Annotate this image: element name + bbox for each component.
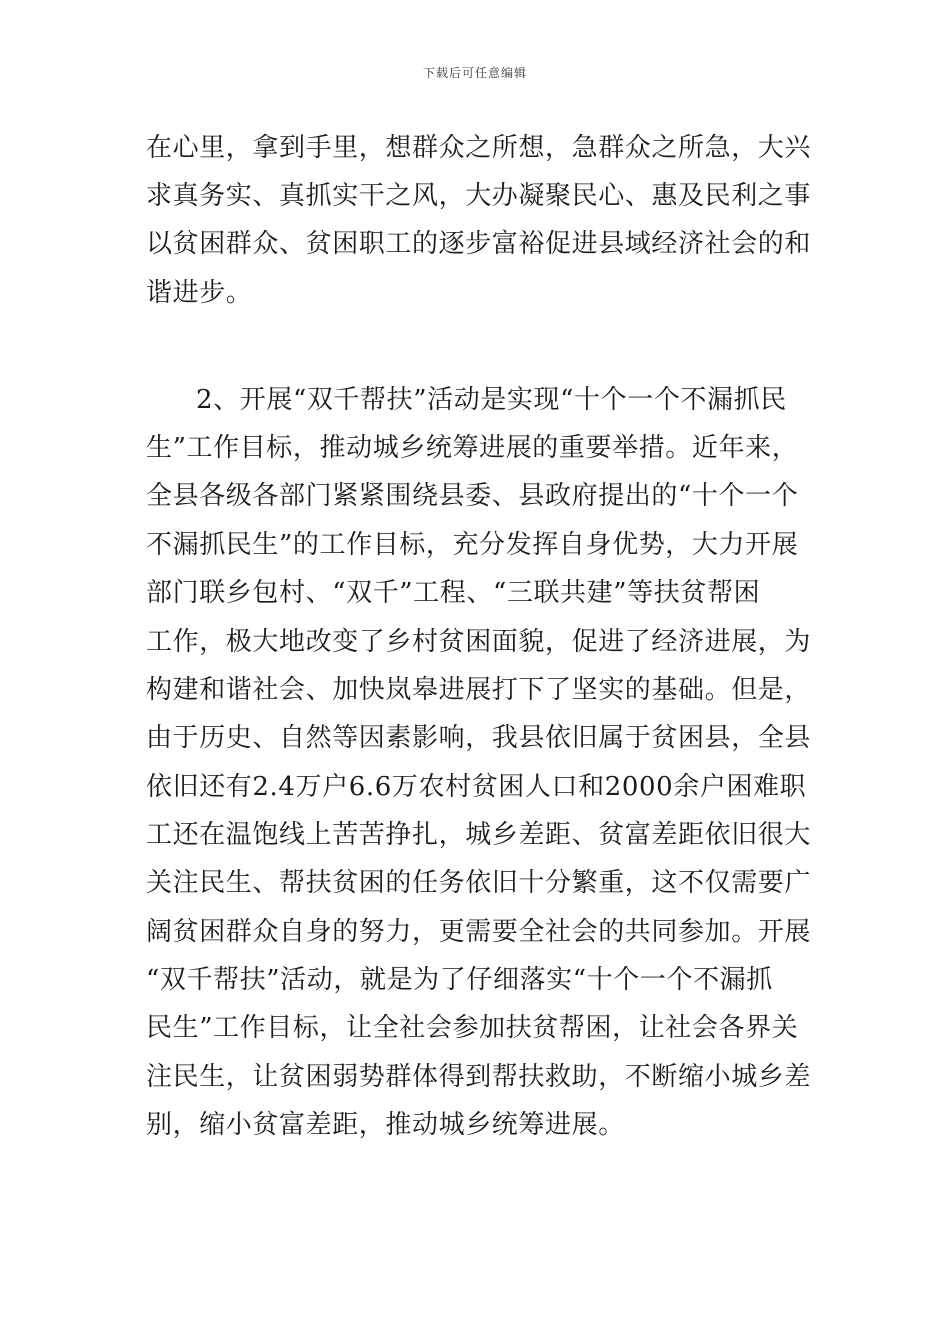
paragraph-line: 不漏抓民生”的工作目标，充分发挥自身优势，大力开展 [146, 530, 799, 560]
paragraph-line: 部门联乡包村、“双千”工程、“三联共建”等扶贫帮困 [146, 578, 761, 608]
paragraph-line: 以贫困群众、贫困职工的逐步富裕促进县域经济社会的和 [146, 229, 812, 259]
paragraph-line: 谐进步。 [146, 278, 253, 308]
paragraph-line: 阔贫困群众自身的努力，更需要全社会的共同参加。开展 [146, 917, 812, 947]
paragraph-line: 在心里，拿到手里，想群众之所想，急群众之所急，大兴 [146, 133, 812, 163]
paragraph-line: 工还在温饱线上苦苦挣扎，城乡差距、贫富差距依旧很大 [146, 820, 812, 850]
paragraph-line: “双千帮扶”活动，就是为了仔细落实“十个一个不漏抓 [146, 965, 773, 995]
paragraph-line: 依旧还有2.4万户6.6万农村贫困人口和2000余户困难职 [146, 772, 807, 802]
paragraph-line: 民生”工作目标，让全社会参加扶贫帮困，让社会各界关 [146, 1013, 799, 1043]
paragraph-line: 由于历史、自然等因素影响，我县依旧属于贫困县，全县 [146, 723, 812, 753]
paragraph-line: 构建和谐社会、加快岚皋进展打下了坚实的基础。但是， [146, 675, 812, 705]
paragraph-line: 全县各级各部门紧紧围绕县委、县政府提出的“十个一个 [146, 481, 799, 511]
paragraph-line: 关注民生、帮扶贫困的任务依旧十分繁重，这不仅需要广 [146, 868, 812, 898]
header-note: 下载后可任意编辑 [422, 66, 527, 80]
paragraph-line: 生”工作目标，推动城乡统筹进展的重要举措。近年来， [146, 433, 799, 463]
paragraph-line: 注民生，让贫困弱势群体得到帮扶救助，不断缩小城乡差 [146, 1062, 812, 1092]
paragraph-line: 求真务实、真抓实干之风，大办凝聚民心、惠及民利之事 [146, 181, 812, 211]
paragraph-line: 工作，极大地改变了乡村贫困面貌，促进了经济进展，为 [146, 627, 812, 657]
paragraph-line: 2、开展“双千帮扶”活动是实现“十个一个不漏抓民 [196, 385, 787, 415]
paragraph-line: 别，缩小贫富差距，推动城乡统筹进展。 [146, 1110, 625, 1140]
